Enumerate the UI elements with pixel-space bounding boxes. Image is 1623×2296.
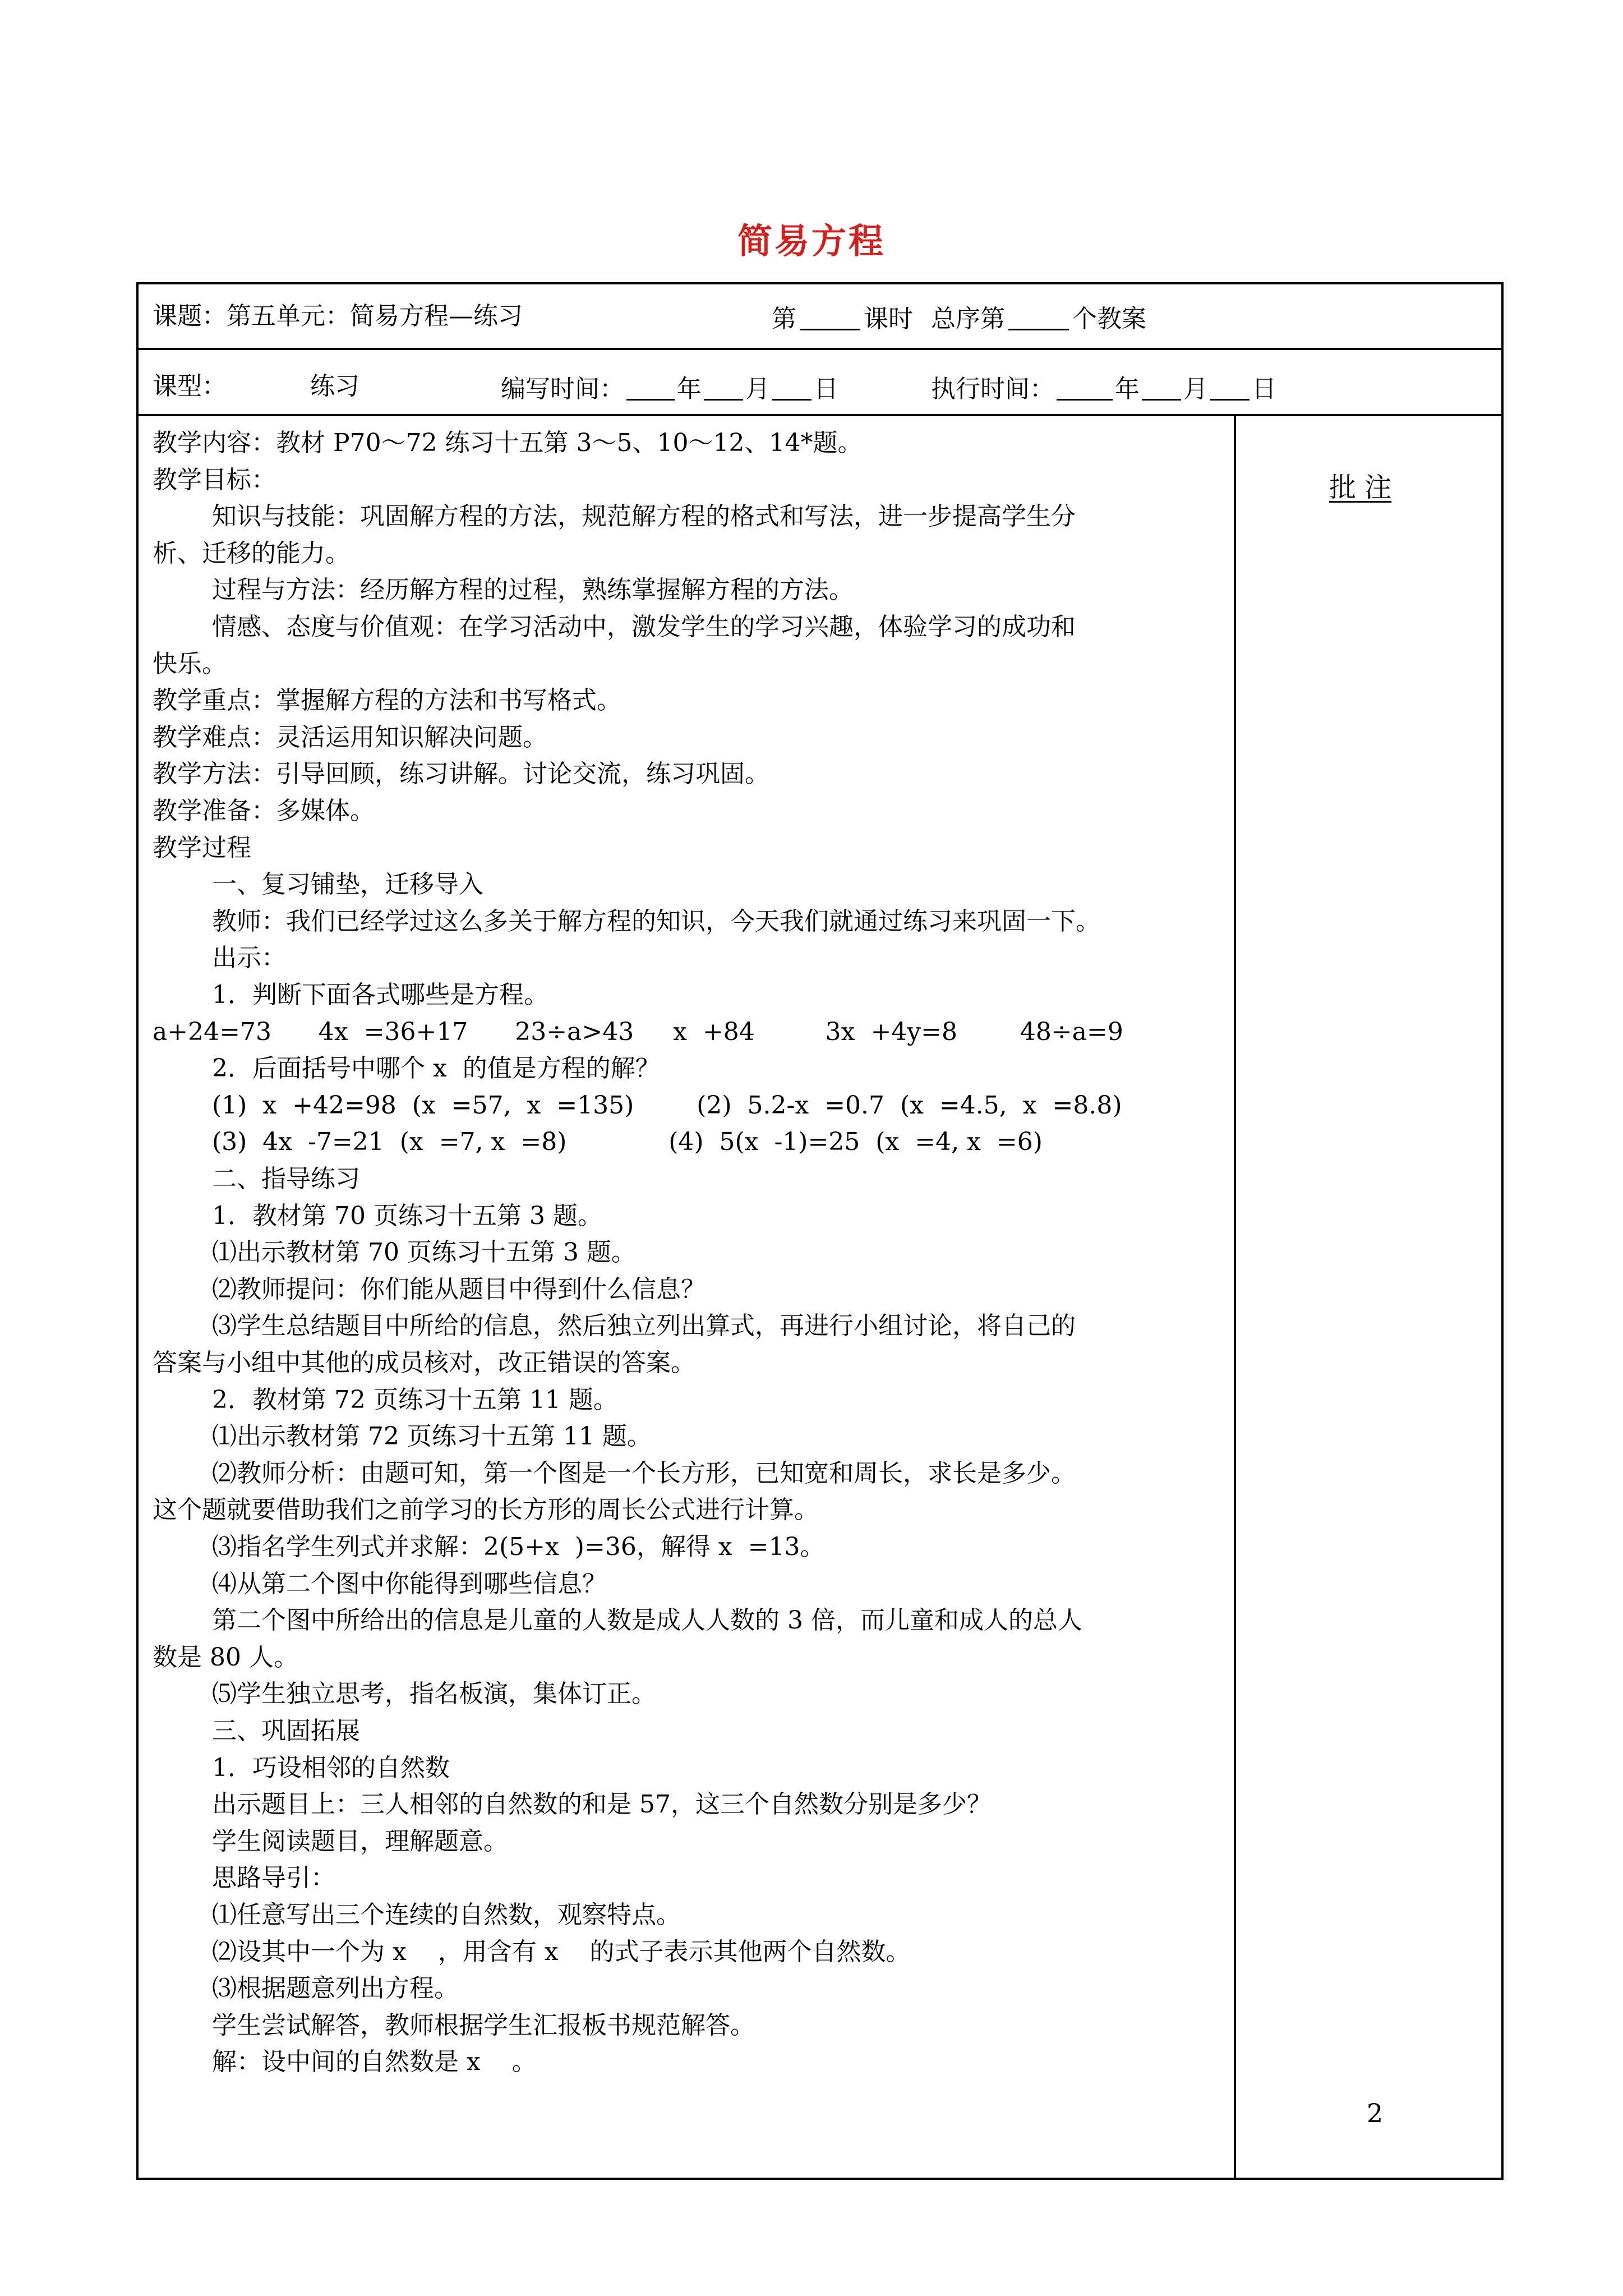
content-line: 答案与小组中其他的成员核对，改正错误的答案。 (153, 1349, 695, 1377)
type-label: 课型： (153, 372, 227, 401)
content-line: 二、指导练习 (212, 1165, 360, 1193)
content-line: 学生尝试解答，教师根据学生汇报板书规范解答。 (212, 2010, 755, 2040)
content-line: 教学方法：引导回顾，练习讲解。讨论交流，练习巩固。 (153, 760, 769, 789)
content-line: a+24=73 4x =36+17 23÷a>43 x +84 3x +4y=8 48÷a=9 (153, 1017, 1123, 1046)
content-line: 学生阅读题目，理解题意。 (212, 1826, 508, 1856)
content-line: 1．判断下面各式哪些是方程。 (212, 981, 548, 1009)
page-number: 2 (1367, 2098, 1384, 2128)
content-line: ⑴任意写出三个连续的自然数，观察特点。 (212, 1901, 681, 1929)
content-line: 教学目标： (153, 465, 276, 494)
lesson-number-field: 第 课时 (772, 305, 913, 333)
write-time-field: 编写时间： 年 月 日 (501, 375, 838, 403)
order-number-field: 总序第 个教案 (931, 305, 1146, 333)
content-line: 教师：我们已经学过这么多关于解方程的知识，今天我们就通过练习来巩固一下。 (212, 907, 1100, 936)
content-line: 析、迁移的能力。 (153, 539, 350, 568)
content-line: 解：设中间的自然数是 x 。 (212, 2047, 537, 2077)
content-line: 情感、态度与价值观：在学习活动中，激发学生的学习兴趣，体验学习的成功和 (212, 613, 1076, 641)
content-line: 教学内容：教材 P70～72 练习十五第 3～5、10～12、14*题。 (153, 429, 863, 457)
content-line: ⑵设其中一个为 x ，用含有 x 的式子表示其他两个自然数。 (212, 1937, 911, 1966)
content-line: 出示： (212, 944, 286, 973)
content-line: 知识与技能：巩固解方程的方法，规范解方程的格式和写法，进一步提高学生分 (212, 502, 1076, 531)
content-line: (1) x +42=98 (x =57, x =135) (2) 5.2-x =0.7 (x =4.5, x =8.8) (212, 1091, 1122, 1120)
content-line: 1．巧设相邻的自然数 (212, 1753, 450, 1782)
content-line: (3) 4x -7=21 (x =7, x =8) (4) 5(x -1)=25 (x =4, x =6) (212, 1128, 1043, 1157)
content-line: 教学准备：多媒体。 (153, 797, 375, 825)
content-line: ⑸学生独立思考，指名板演，集体订正。 (212, 1680, 656, 1709)
side-note-column-divider (1234, 414, 1236, 2180)
content-line: 出示题目上：三人相邻的自然数的和是 57，这三个自然数分别是多少？ (212, 1790, 992, 1819)
content-line: 1．教材第 70 页练习十五第 3 题。 (212, 1201, 602, 1230)
content-line: 2．后面括号中哪个 x 的值是方程的解？ (212, 1054, 660, 1083)
content-line: ⑵教师提问：你们能从题目中得到什么信息？ (212, 1274, 706, 1304)
content-line: ⑶学生总结题目中所给的信息，然后独立列出算式，再进行小组讨论，将自己的 (212, 1312, 1076, 1341)
topic-label: 课题：第五单元：简易方程—练习 (153, 302, 523, 330)
content-line: ⑶根据题意列出方程。 (212, 1974, 459, 2003)
side-note-header: 批 注 (1329, 472, 1392, 503)
content-line: ⑵教师分析：由题可知，第一个图是一个长方形，已知宽和周长，求长是多少。 (212, 1458, 1076, 1488)
exec-time-field: 执行时间： 年 月 日 (931, 375, 1276, 403)
content-line: 一、复习铺垫，迁移导入 (212, 870, 483, 899)
content-line: 教学重点：掌握解方程的方法和书写格式。 (153, 686, 621, 715)
content-line: 2．教材第 72 页练习十五第 11 题。 (212, 1385, 618, 1414)
content-line: 数是 80 人。 (153, 1642, 298, 1672)
content-line: 这个题就要借助我们之前学习的长方形的周长公式进行计算。 (153, 1496, 819, 1525)
content-line: 教学过程 (153, 833, 251, 862)
content-line: ⑴出示教材第 72 页练习十五第 11 题。 (212, 1422, 652, 1451)
page-title: 简易方程 (737, 220, 886, 261)
content-line: 教学难点：灵活运用知识解决问题。 (153, 723, 547, 752)
content-line: 思路导引： (212, 1864, 335, 1893)
table-row-divider-2 (136, 414, 1504, 416)
content-line: 第二个图中所给出的信息是儿童的人数是成人人数的 3 倍，而儿童和成人的总人 (212, 1606, 1082, 1635)
table-row-divider-1 (136, 348, 1504, 350)
content-line: ⑴出示教材第 70 页练习十五第 3 题。 (212, 1238, 636, 1267)
content-line: ⑶指名学生列式并求解：2(5+x )=36，解得 x =13。 (212, 1533, 825, 1561)
content-line: 快乐。 (153, 649, 227, 678)
content-line: ⑷从第二个图中你能得到哪些信息？ (212, 1569, 607, 1598)
content-line: 过程与方法：经历解方程的过程，熟练掌握解方程的方法。 (212, 576, 854, 605)
content-line: 三、巩固拓展 (212, 1717, 360, 1745)
type-value: 练习 (310, 372, 359, 401)
